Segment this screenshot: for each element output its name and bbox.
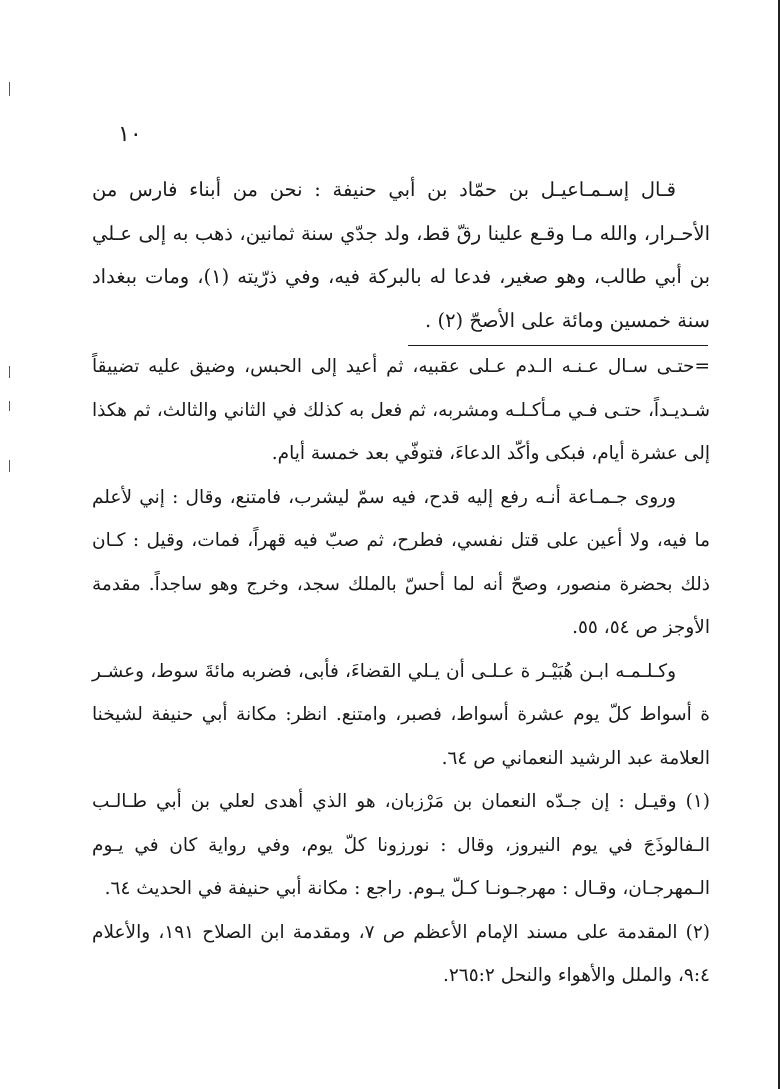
footnote-2: (٢) المقدمة على مسند الإمام الأعظم ص ٧، ومقدمة ابن الصلاح ١٩١، والأعلام ٩:٤، والملل والأهواء والنحل ٢٦٥:٢. (92, 921, 710, 986)
main-paragraph: قـال إسـمـاعيـل بن حمّاد بن أبي حنيفة : نحن من أبناء فارس من الأحـرار، والله مـا وقـع علينا رقّ قط، ولد جدّي سنة ثمانين، ذهب به إلى عـلي بن أبي طالب، وهو صغير، فدعا له بالبركة فيه، وفي ذرّيته (١)، ومات ببغداد سنة خمسين ومائة على الأصحّ (٢) . (92, 178, 711, 332)
margin-mark (9, 401, 10, 411)
footnote-paragraph: وروى جـمـاعة أنـه رفع إليه قدح، فيه سمّ ليشرب، فامتنع، وقال : إني لأعلم ما فيه، ولا أعين على قتل نفسي، فطرح، ثم صبّ فيه قهراً، فمات، وقيل : كـان ذلك بحضرة منصور، وصحّ أنه لما أحسّ بالملك سجد، وخرج وهو ساجداً. مقدمة الأوجز ص ٥٤، ٥٥. (92, 486, 710, 638)
margin-mark (9, 82, 10, 96)
footnote-1: (١) وقيـل : إن جـدّه النعمان بن مَرْزبان، هو الذي أهدى لعلي بن أبي طـالـب الـفالوذَجَ في يوم النيروز، وقال : نورزونا كلّ يوم، وفي رواية كان في يـوم الـمهرجـان، وقـال : مهرجـونـا كـلّ يـوم. راجع : مكانة أبي حنيفة في الحديث ٦٤. (92, 791, 710, 899)
footnote-paragraph: وكـلـمـه ابـن هُبَيْـر ة عـلـى أن يـلي القضاءَ، فأبى، فضربه مائةَ سوط، وعشـر ة أسواط كلّ يوم عشرة أسواط، فصبر، وامتنع. انظر: مكانة أبي حنيفة لشيخنا العلامة عبد الرشيد النعماني ص ٦٤. (92, 660, 710, 769)
page-number: ١٠ (118, 122, 142, 147)
margin-mark (9, 366, 10, 378)
footnotes (92, 345, 710, 998)
footnote-continuation: =حتـى سـال عـنـه الـدم عـلى عقبيه، ثم أعيد إلى الحبس، وضيق عليه تضييقاً شـديـداً، حتـى فـي مـأكـلـه ومشربه، ثم فعل به كذلك في الثاني والثالث، ثم هكذا إلى عشرة أيام، فبكى وأكّد الدعاءَ، فتوفّي بعد خمسة أيام. (92, 356, 710, 464)
margin-mark (9, 460, 10, 472)
main-text (92, 168, 710, 342)
